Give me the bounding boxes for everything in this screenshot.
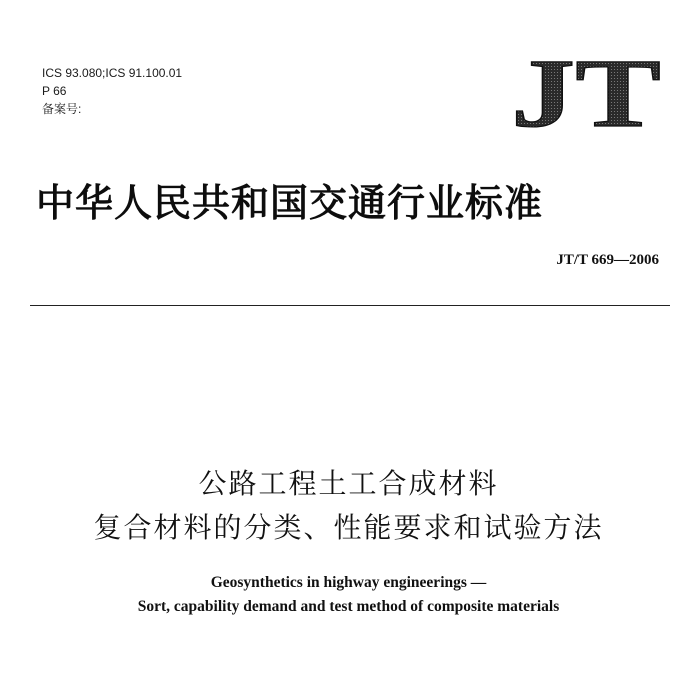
document-title-en-line1: Geosynthetics in highway engineerings — — [210, 574, 487, 591]
jt-logo-text: JT — [511, 50, 661, 132]
standard-code: JT/T 669—2006 — [556, 252, 659, 268]
header-divider — [30, 305, 670, 306]
jt-logo — [508, 50, 664, 132]
document-title-cn-line1: 公路工程土工合成材料 — [198, 467, 499, 500]
classification-code: P 66 — [42, 84, 67, 98]
standard-category-title: 中华人民共和国交通行业标准 — [36, 180, 544, 225]
document-title-cn-line2: 复合材料的分类、性能要求和试验方法 — [93, 511, 604, 544]
ics-code: ICS 93.080;ICS 91.100.01 — [42, 66, 183, 80]
filing-number-label: 备案号: — [42, 102, 82, 116]
header-meta — [42, 64, 182, 118]
document-title-en-line2: Sort, capability demand and test method of composite materials — [137, 598, 560, 615]
